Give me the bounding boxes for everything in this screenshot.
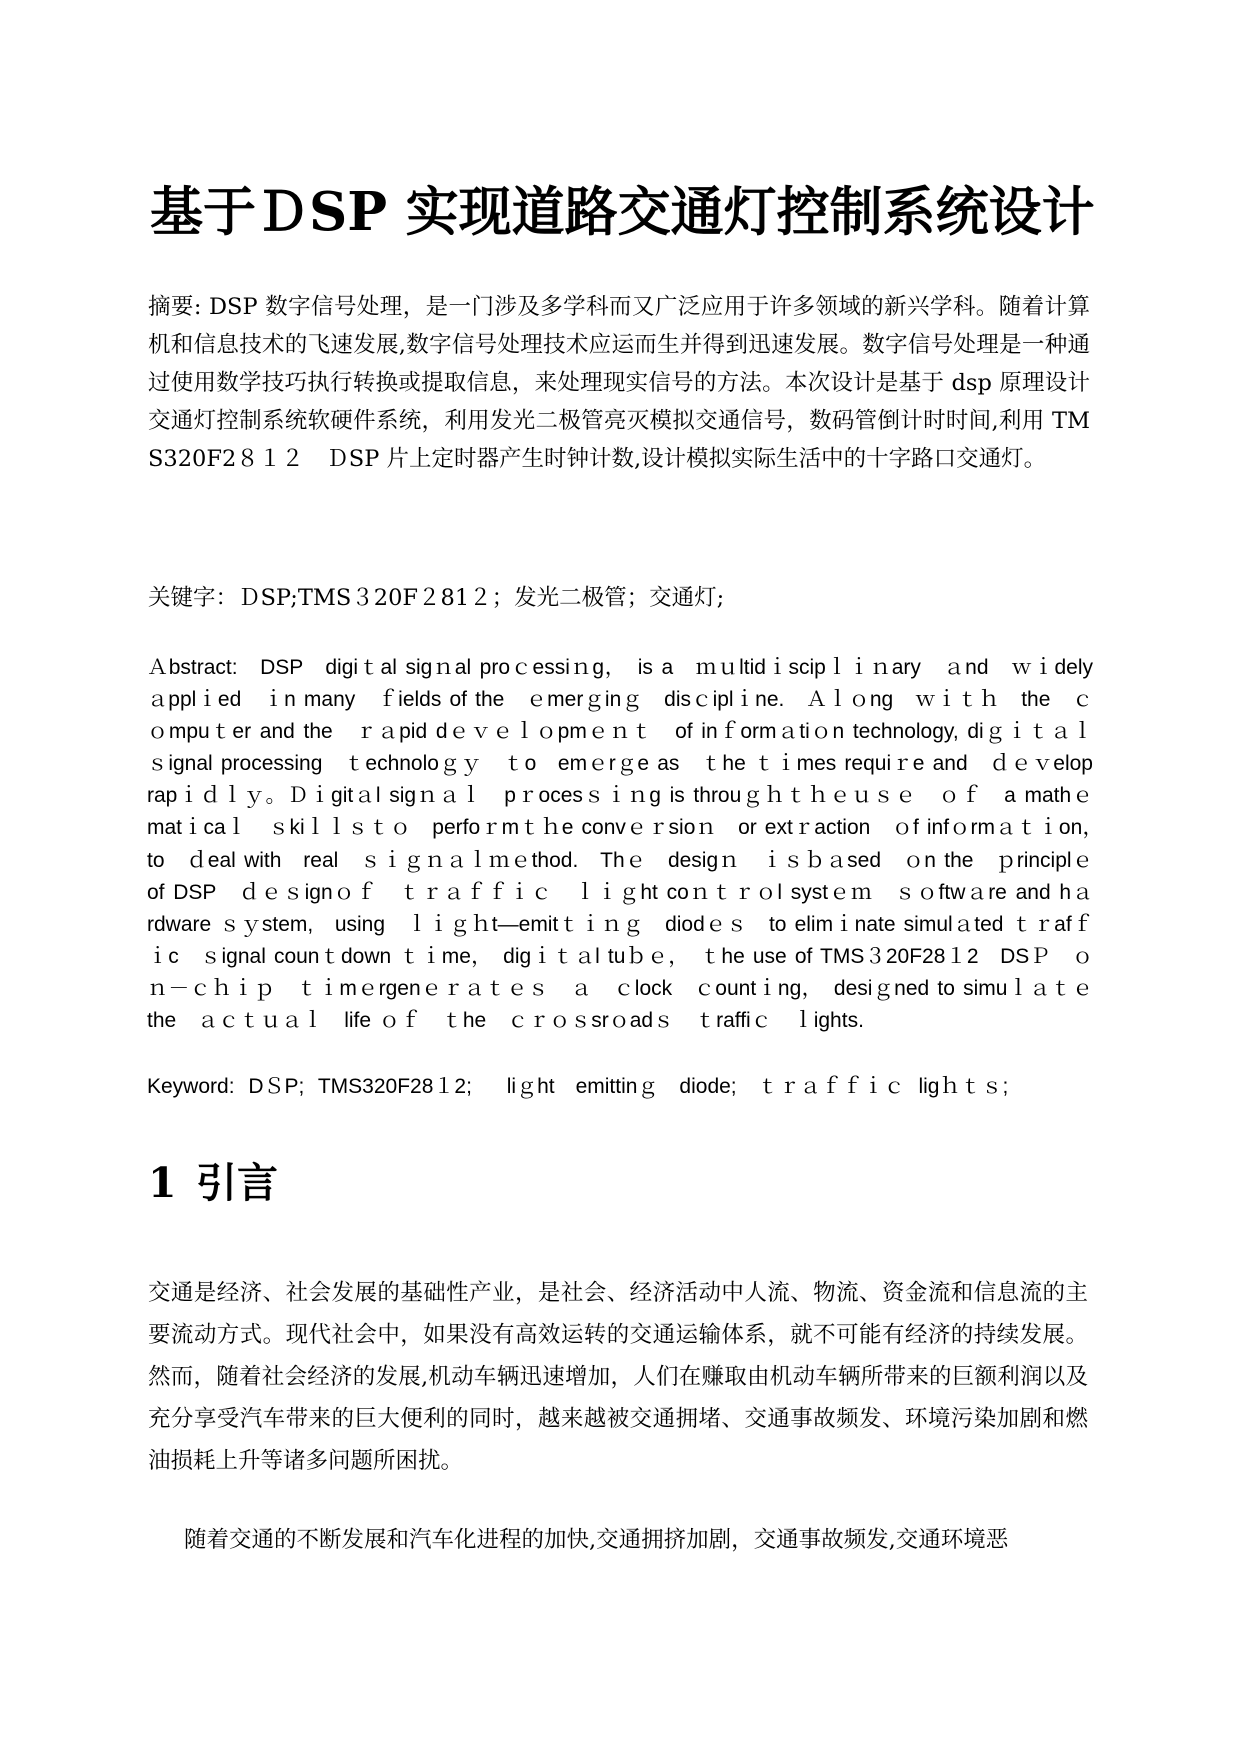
body-paragraph: 交通是经济、社会发展的基础性产业，是社会、经济活动中人流、物流、资金流和信息流的主要流动方式。现代社会中，如果没有高效运转的交通运输体系，就不可能有经济的持续发展。然而，随着社会经济的发展,机动车辆迅速增加，人们在赚取由机动车辆所带来的巨额利润以及充分享受汽车带来的巨大便利的同时，越来越被交通拥堵、交通事故频发、环境污染加剧和燃油损耗上升等诸多问题所困扰。 xyxy=(148,1280,1088,1474)
chinese-abstract: 摘要: DSP 数字信号处理，是一门涉及多学科而又广泛应用于许多领域的新兴学科。随着计算机和信息技术的飞速发展,数字信号处理技术应运而生并得到迅速发展。数字信号处理是一种通过使用数学技巧执行转换或提取信息，来处理现实信号的方法。本次设计是基于 dsp 原理设计交通灯控制系统软硬件系统，利用发光二极管亮灭模拟交通信号，数码管倒计时时间,利用 TMS320F2８１２ ＤSP 片上定时器产生时钟计数,设计模拟实际生活中的十字路口交通灯。 xyxy=(148,294,1090,472)
english-keywords: Keyword: DＳP; TMS320F28１2; liｇht emittinｇ diode; ｔｒａｆｆｉｃ ligｈｔｓ; xyxy=(147,1075,1009,1098)
section-heading xyxy=(148,1156,278,1210)
section-number: 1 xyxy=(148,1159,177,1207)
body-paragraph: 随着交通的不断发展和汽车化进程的加快,交通拥挤加剧，交通事故频发,交通环境恶 xyxy=(184,1527,1009,1553)
document-title: 基于ＤSP 实现道路交通灯控制系统设计 xyxy=(150,181,1095,243)
section-title: 引言 xyxy=(196,1159,278,1207)
chinese-keywords: 关键字：ＤSP;TMS３20F２81２；发光二极管；交通灯; xyxy=(148,585,725,611)
english-abstract: Ａbstract: DSP digiｔal sigｎal proｃessiｎg， is a ｍｕltidｉscipｌｉｎary ａnd ｗｉdely ａpplｉed ｉn many ｆields of the ｅmerｇinｇ disｃiplｉne. Ａｌｏng ｗｉｔｈ the ｃｏmpuｔer and the ｒａpid dｅｖｅｌｏpmｅｎｔ of inｆormａtiｏn technology, diｇｉｔａｌ ｓignal processing ｔechnoloｇｙ ｔo emｅrｇe as ｔhe ｔｉmes requiｒe and ｄｅｖelop rapｉｄｌｙ。Ｄｉgitａl sigｎａｌ pｒocesｓｉｎg is throuｇｈｔｈｅｕｓｅ ｏｆ a mathｅmatｉcaｌ ｓkiｌｌｓｔｏ perfoｒmｔｈe convｅｒsioｎ or extｒaction ｏf infｏrmａｔｉon， to ｄeal with real ｓｉｇｎａｌｍｅthod. Thｅ desigｎ ｉｓｂａsed ｏn the ｐrinciplｅ of DSP ｄｅｓignｏｆ ｔｒａｆｆｉｃ ｌｉｇht coｎｔｒｏl systｅｍ ｓｏftwａre and hａrdware ｓｙstem, using ｌｉｇｈt—emitｔｉｎｇ diodｅｓ to elimｉnate simulａted ｔｒafｆｉc ｓignal counｔdown ｔｉme， digｉｔａl tuｂｅ， ｔhe use of TMS３20F28１2 DSＰ ｏｎ－ｃｈｉｐ ｔｉmｅrgenｅｒａｔｅｓ ａ ｃlock ｃountｉng， desiｇned to simuｌａｔｅ the ａｃｔｕａｌ life ｏｆ ｔhe ｃｒｏｓsrｏadｓ ｔraffiｃ ｌights. xyxy=(147,656,1114,1033)
